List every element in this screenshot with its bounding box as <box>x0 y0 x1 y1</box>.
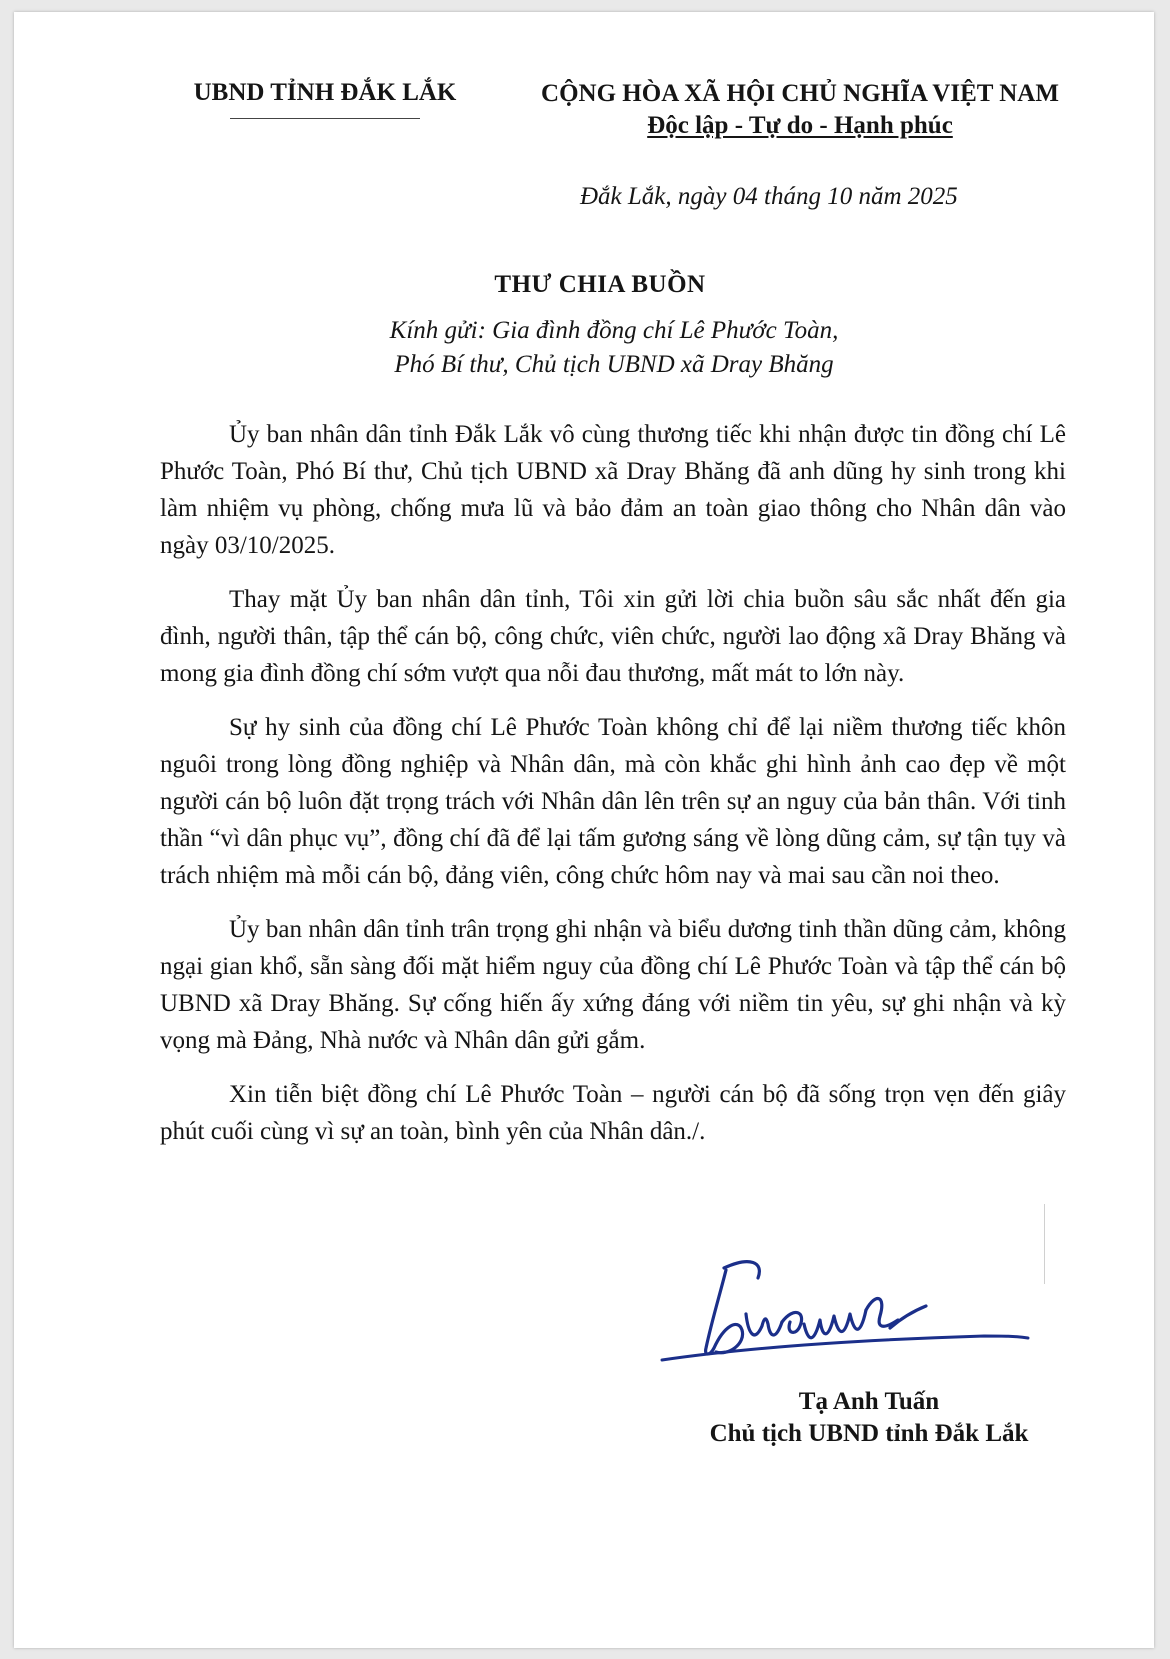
margin-mark <box>1044 1204 1045 1284</box>
issuing-agency: UBND TỈNH ĐẮK LẮK <box>193 79 457 106</box>
letter-title: THƯ CHIA BUỒN <box>494 271 706 298</box>
national-motto: Độc lập - Tự do - Hạnh phúc <box>647 112 953 139</box>
recipient-block <box>314 314 914 382</box>
paragraph-4: Ủy ban nhân dân tỉnh trân trọng ghi nhận và biểu dương tinh thần dũng cảm, không ngại gian khổ, sẵn sàng đối mặt hiểm nguy của đồng chí Lê Phước Toàn và tập thể cán bộ UBND xã Dray Bhăng. Sự cống hiến ấy xứng đáng với niềm tin yêu, sự ghi nhận và kỳ vọng mà Đảng, Nhà nước và Nhân dân gửi gắm. <box>160 916 1066 1054</box>
national-header <box>500 78 1100 142</box>
letter-body <box>160 416 1066 1167</box>
signer-block <box>654 1386 1084 1450</box>
document-page <box>14 12 1154 1648</box>
handwritten-signature <box>654 1252 1044 1382</box>
national-title: CỘNG HÒA XÃ HỘI CHỦ NGHĨA VIỆT NAM <box>541 80 1059 107</box>
recipient-line-1: Kính gửi: Gia đình đồng chí Lê Phước Toàn, <box>389 317 839 344</box>
date-line: Đắk Lắk, ngày 04 tháng 10 năm 2025 <box>580 183 958 210</box>
paragraph-1: Ủy ban nhân dân tỉnh Đắk Lắk vô cùng thương tiếc khi nhận được tin đồng chí Lê Phước Toàn, Phó Bí thư, Chủ tịch UBND xã Dray Bhăng đã anh dũng hy sinh trong khi làm nhiệm vụ phòng, chống mưa lũ và bảo đảm an toàn giao thông cho Nhân dân vào ngày 03/10/2025. <box>160 421 1066 559</box>
paragraph-5: Xin tiễn biệt đồng chí Lê Phước Toàn – người cán bộ đã sống trọn vẹn đến giây phút cuối cùng vì sự an toàn, bình yên của Nhân dân./. <box>160 1081 1066 1145</box>
paragraph-3: Sự hy sinh của đồng chí Lê Phước Toàn không chỉ để lại niềm thương tiếc khôn nguôi trong lòng đồng nghiệp và Nhân dân, mà còn khắc ghi hình ảnh cao đẹp về một người cán bộ luôn đặt trọng trách với Nhân dân lên trên sự an nguy của bản thân. Với tinh thần “vì dân phục vụ”, đồng chí đã để lại tấm gương sáng về lòng dũng cảm, sự tận tụy và trách nhiệm mà mỗi cán bộ, đảng viên, công chức hôm nay và mai sau cần noi theo. <box>160 714 1066 889</box>
paragraph-2: Thay mặt Ủy ban nhân dân tỉnh, Tôi xin gửi lời chia buồn sâu sắc nhất đến gia đình, người thân, tập thể cán bộ, công chức, viên chức, người lao động xã Dray Bhăng và mong gia đình đồng chí sớm vượt qua nỗi đau thương, mất mát to lớn này. <box>160 586 1066 687</box>
agency-underline <box>230 118 420 119</box>
recipient-line-2: Phó Bí thư, Chủ tịch UBND xã Dray Bhăng <box>394 351 834 378</box>
signer-name: Tạ Anh Tuấn <box>798 1388 940 1415</box>
signer-position: Chủ tịch UBND tỉnh Đắk Lắk <box>709 1420 1029 1447</box>
